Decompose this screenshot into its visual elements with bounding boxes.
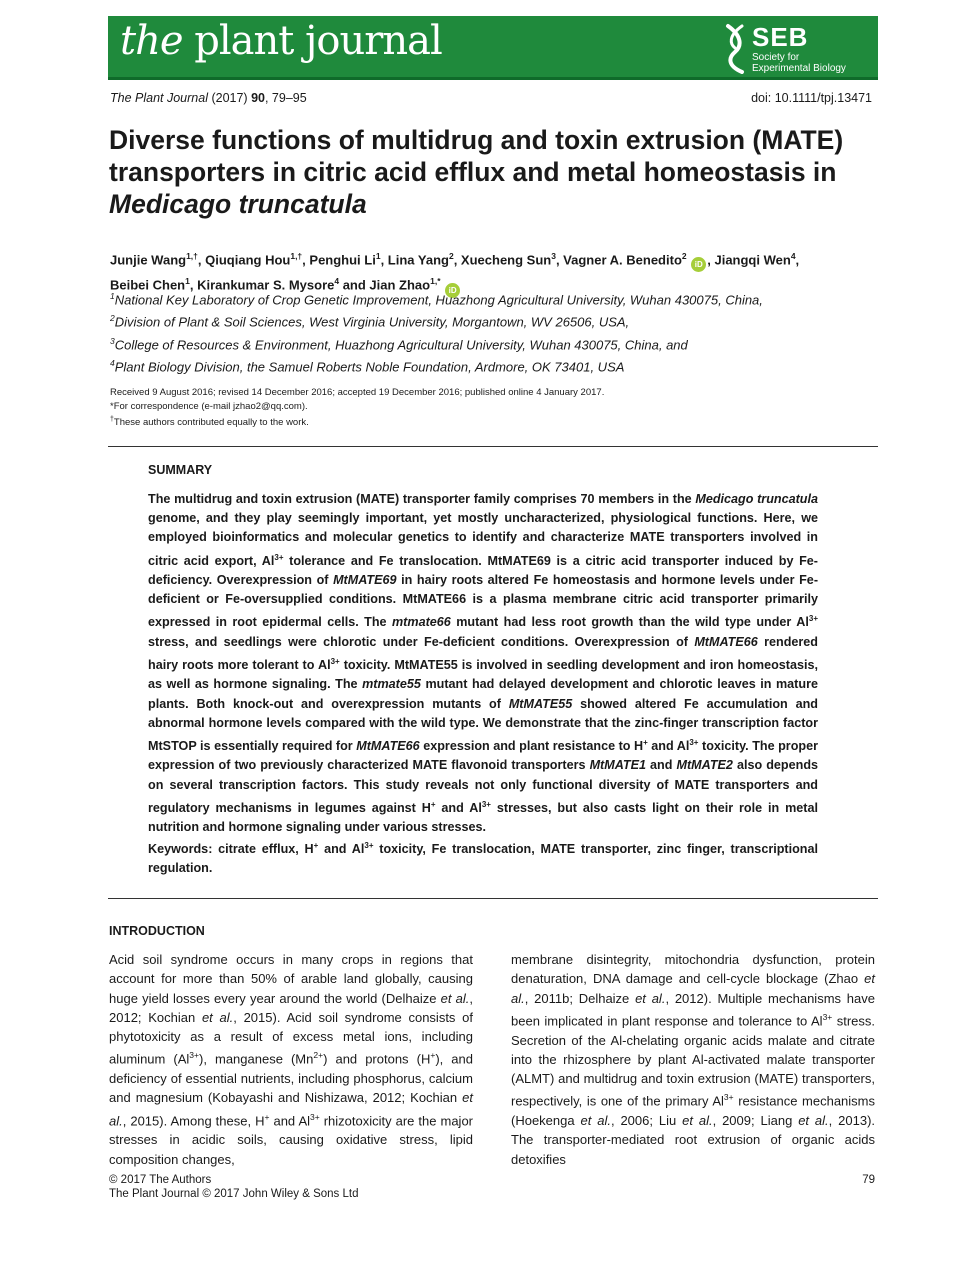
- summary-run: stresses, but also casts light on their role in metal nutrition and hormone signaling under various stresses.: [148, 800, 818, 835]
- seb-name-line1: Society for: [752, 52, 800, 63]
- author-affiliation-mark: 1: [185, 276, 190, 287]
- keywords: [148, 836, 818, 879]
- text-run: resistance mechanisms (Hoekenga: [511, 1093, 875, 1129]
- author: Junjie Wang: [110, 252, 187, 268]
- text-run: stress. Secretion of the Al-chelating organic acids malate and citrate into the rhizosphere by plant Al-activated malate transporter (ALMT) and multidrug and toxin extrusion (MATE) transporters, respectively, is one of the primary Al: [511, 1013, 875, 1109]
- article-title: [109, 124, 879, 220]
- equal-contribution-text: These authors contributed equally to the work.: [113, 417, 309, 429]
- orcid-icon[interactable]: iD: [691, 257, 706, 272]
- summary-run: mutant had less root growth than the wild type under Al: [450, 615, 809, 630]
- author-affiliation-mark: 1,†: [186, 251, 198, 261]
- seb-logo[interactable]: [722, 22, 872, 76]
- summary-run: showed altered Fe accumulation and abnormal hormone levels compared with the wild type. We demonstrate that the zinc-finger transcription factor MtSTOP is essentially required for: [148, 696, 818, 754]
- summary-heading: SUMMARY: [148, 463, 213, 477]
- text-run: , 2013). The transporter-mediated root extrusion of organic acids detoxifies: [511, 1113, 876, 1167]
- summary-run: stress, and seedlings were chlorotic under Fe-deficient conditions. Overexpression of: [148, 634, 695, 649]
- author: , Kirankumar S. Mysore: [189, 277, 335, 293]
- summary-italic: MtMATE2: [676, 758, 733, 773]
- text-italic: et al.: [635, 990, 666, 1006]
- author-affiliation-mark: 1,*: [430, 276, 441, 287]
- text-run: , 2015). Acid soil syndrome consists of phytotoxicity as a result of excess metal ions, including aluminum (Al: [109, 1009, 473, 1067]
- orcid-icon[interactable]: iD: [445, 283, 460, 298]
- title-line-3: [109, 188, 879, 220]
- equal-contribution-note: [110, 413, 870, 430]
- dagger-mark: †: [110, 416, 114, 423]
- text-sup: 3+: [822, 1011, 833, 1022]
- text-sup: 3+: [310, 1111, 320, 1122]
- summary-italic: MtMATE66: [356, 739, 420, 754]
- journal-banner: [108, 16, 878, 80]
- text-sup: +: [430, 1050, 436, 1061]
- author-affiliation-mark: 4: [334, 276, 340, 287]
- summary-sup: 3+: [481, 799, 491, 809]
- author-affiliation-mark: 2: [681, 251, 687, 261]
- affiliation-text: Division of Plant & Soil Sciences, West Virginia University, Morgantown, WV 26506, USA,: [114, 314, 630, 330]
- summary-italic: MtMATE66: [694, 634, 758, 649]
- received-dates: Received 9 August 2016; revised 14 December 2016; accepted 19 December 2016; published online 4 January 2017.: [110, 387, 605, 398]
- text-sup: 3+: [723, 1092, 734, 1103]
- text-run: , 2012). Multiple mechanisms have been implicated in plant response and tolerance to Al: [511, 990, 875, 1029]
- summary-run: The multidrug and toxin extrusion (MATE) transporter family comprises 70 members in the: [148, 492, 696, 506]
- text-run: ), manganese (Mn: [199, 1051, 314, 1067]
- text-run: , 2006; Liu: [610, 1113, 683, 1129]
- keywords-run: toxicity, Fe translocation, MATE transporter, zinc finger, transcriptional regulation.: [148, 842, 818, 876]
- seb-logo-icon: [722, 22, 748, 74]
- title-line-2: transporters in citric acid efflux and metal homeostasis in: [109, 157, 837, 187]
- affiliation: [110, 332, 870, 354]
- citation: [110, 91, 307, 105]
- journal-logo[interactable]: [120, 18, 442, 64]
- affiliation-number: 3: [110, 335, 115, 346]
- text-run: , 2012; Kochian: [109, 990, 473, 1025]
- summary-run: in hairy roots altered Fe homeostasis and hormone levels under Fe-deficient or Fe-oversupplied conditions. MtMATE66 is a plasma membrane citric acid transporter primarily expressed in root epidermal cells. The: [148, 573, 819, 630]
- summary-run: expression and plant resistance to H: [419, 739, 644, 754]
- citation-journal: The Plant Journal: [110, 91, 208, 105]
- author-line-1: [110, 247, 870, 272]
- introduction-paragraph: [109, 950, 473, 1169]
- text-italic: et al.: [511, 971, 875, 1006]
- text-italic: et al.: [440, 990, 470, 1006]
- summary-text: [148, 490, 818, 837]
- affiliation: [110, 354, 870, 376]
- keywords-sup: 3+: [364, 841, 374, 850]
- author: , Xuecheng Sun: [453, 252, 552, 268]
- text-italic: et al.: [109, 1090, 473, 1129]
- citation-pages: , 79–95: [264, 91, 307, 105]
- keywords-run: and Al: [318, 842, 365, 857]
- footer-copyright: [109, 1174, 358, 1201]
- keywords-run: Keywords: citrate efflux, H: [148, 842, 314, 857]
- text-run: ) and protons (H: [323, 1051, 431, 1067]
- summary-run: tolerance and Fe translocation. MtMATE69 is a citric acid transporter induced by Fe-deficiency. Overexpression of: [148, 553, 818, 587]
- doi-link[interactable]: doi: 10.1111/tpj.13471: [751, 91, 872, 105]
- author-affiliation-mark: 1: [375, 251, 381, 261]
- affiliation-text: College of Resources & Environment, Huazhong Agricultural University, Wuhan 430075, China, and: [114, 336, 688, 352]
- summary-run: toxicity. The proper expression of two previously characterized MATE flavonoid transporters: [148, 739, 818, 773]
- text-sup: 3+: [189, 1050, 199, 1061]
- author-affiliation-mark: 1,†: [290, 251, 303, 261]
- text-run: , 2015). Among these, H: [122, 1113, 265, 1129]
- summary-run: rendered hairy roots more tolerant to Al: [148, 634, 818, 673]
- author: and Jian Zhao: [339, 277, 431, 293]
- citation-year: (2017): [207, 91, 252, 105]
- author: , Qiuqiang Hou: [197, 252, 291, 268]
- affiliations: [110, 287, 870, 376]
- author-affiliation-mark: 4: [790, 251, 796, 261]
- summary-italic: Medicago truncatula: [695, 492, 818, 506]
- affiliation-text: Plant Biology Division, the Samuel Roberts Noble Foundation, Ardmore, OK 73401, USA: [114, 359, 625, 375]
- introduction-paragraph: [511, 950, 875, 1169]
- citation-volume: 90: [251, 91, 265, 105]
- seb-full-name: [752, 52, 846, 74]
- summary-run: also depends on several transcription factors. This study reveals not only functional diversity of MATE transporters and regulatory mechanisms in legumes against H: [148, 758, 819, 815]
- author: Beibei Chen: [110, 277, 186, 293]
- summary-sup: 3+: [330, 657, 340, 666]
- divider: [108, 898, 878, 899]
- text-italic: et al.: [682, 1113, 713, 1129]
- summary-run: and Al: [647, 739, 690, 754]
- article-dates: [110, 386, 870, 430]
- summary-italic: mtmate55: [362, 677, 421, 692]
- summary-paragraph: [148, 490, 818, 837]
- summary-sup: +: [430, 799, 436, 809]
- introduction-column-left: [109, 950, 473, 1169]
- journal-name-rest: plant journal: [182, 18, 442, 64]
- correspondence-note: *For correspondence (e-mail jzhao2@qq.com).: [110, 400, 308, 412]
- text-run: Acid soil syndrome occurs in many crops in regions that account for more than 50% of arable land globally, causing huge yield losses every year around the world (Delhaize: [109, 952, 473, 1006]
- text-italic: et al.: [580, 1113, 611, 1129]
- copyright-line-1: © 2017 The Authors: [109, 1174, 212, 1186]
- text-run: , 2009; Liang: [712, 1113, 799, 1129]
- text-run: membrane disintegrity, mitochondria dysfunction, protein denaturation, DNA damage and cell-cycle blockage (Zhao: [511, 952, 875, 987]
- affiliation-number: 4: [110, 357, 115, 368]
- text-italic: et al.: [201, 1009, 234, 1025]
- title-line-1: Diverse functions of multidrug and toxin extrusion (MATE): [109, 125, 844, 155]
- seb-name-line2: Experimental Biology: [752, 63, 846, 74]
- summary-run: and: [646, 758, 677, 773]
- author: , Vagner A. Benedito: [555, 252, 682, 268]
- seb-acronym: SEB: [752, 22, 809, 52]
- author: , Lina Yang: [380, 252, 449, 268]
- summary-italic: mtmate66: [391, 615, 451, 630]
- affiliation: [110, 309, 870, 331]
- affiliation-text: National Key Laboratory of Crop Genetic Improvement, Huazhong Agricultural University, Wuhan 430075, China,: [114, 292, 763, 308]
- summary-italic: MtMATE1: [589, 758, 646, 773]
- text-run: , 2011b; Delhaize: [524, 990, 636, 1006]
- introduction-column-right: [511, 950, 875, 1169]
- page-number: 79: [862, 1174, 875, 1186]
- journal-name-the: the: [120, 18, 183, 64]
- affiliation: [110, 287, 870, 309]
- author-separator: ,: [795, 252, 800, 268]
- text-run: rhizotoxicity are the major stresses in acidic soils, causing oxidative stress, lipid composition changes,: [109, 1113, 473, 1167]
- text-italic: et al.: [798, 1113, 829, 1129]
- summary-sup: 3+: [808, 614, 818, 624]
- text-run: and Al: [269, 1113, 311, 1129]
- text-sup: 2+: [313, 1050, 324, 1061]
- keywords-sup: +: [313, 841, 319, 850]
- text-run: ), and deficiency of essential nutrients, including phosphorus, calcium and magnesium (Kobayashi and Nishizawa, 2012; Kochian: [109, 1051, 473, 1106]
- introduction-heading: INTRODUCTION: [109, 924, 205, 938]
- summary-sup: 3+: [274, 552, 284, 562]
- summary-run: toxicity. MtMATE55 is involved in seedling development and iron homeostasis, as well as hormone signaling. The: [148, 658, 818, 692]
- summary-run: and Al: [435, 800, 482, 815]
- divider: [108, 446, 878, 447]
- summary-italic: MtMATE69: [333, 573, 397, 587]
- summary-italic: MtMATE55: [508, 696, 573, 711]
- text-sup: +: [264, 1111, 270, 1122]
- copyright-line-2: The Plant Journal © 2017 John Wiley & Sons Ltd: [109, 1187, 359, 1200]
- title-species: Medicago truncatula: [109, 189, 367, 219]
- summary-run: genome, and they play seemingly important, yet mostly uncharacterized, physiological functions. Here, we employed bioinformatics and molecular genetics to identify and characterize MATE transporters involved in citric acid export, Al: [148, 511, 818, 568]
- author: , Penghui Li: [302, 252, 376, 268]
- affiliation-number: 2: [110, 313, 115, 324]
- summary-run: mutant had delayed development and chlorotic leaves in mature plants. Both knock-out and overexpression mutants of: [148, 677, 818, 711]
- author-affiliation-mark: 3: [551, 251, 556, 261]
- author-affiliation-mark: 2: [448, 251, 454, 261]
- author: , Jiangqi Wen: [707, 252, 791, 268]
- affiliation-number: 1: [110, 291, 115, 301]
- summary-sup: 3+: [689, 738, 699, 747]
- summary-sup: +: [643, 738, 648, 747]
